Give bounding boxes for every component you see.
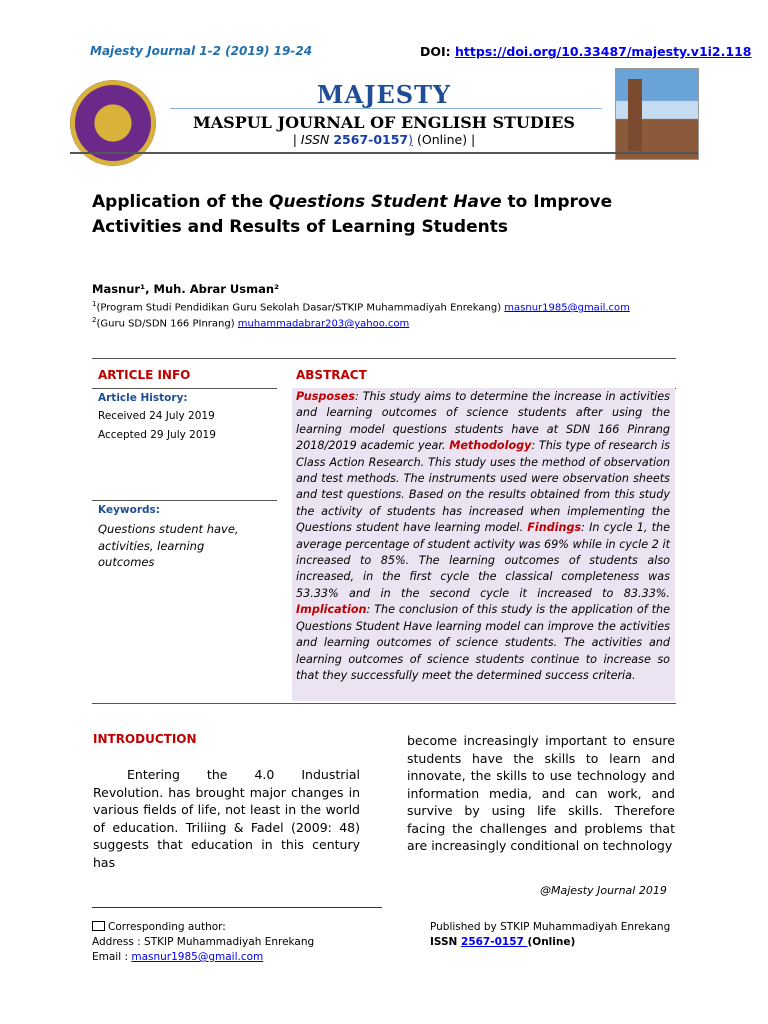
address-line xyxy=(92,936,314,948)
paper-title xyxy=(92,190,692,240)
title-italic: Questions Student Have xyxy=(269,192,502,212)
abstract-heading: ABSTRACT xyxy=(296,368,367,382)
email-link[interactable]: masnur1985@gmail.com xyxy=(131,951,264,963)
issn-label: ISSN xyxy=(300,132,334,147)
affiliation-sup: 2 xyxy=(92,316,97,324)
footnote-rule xyxy=(92,907,382,908)
accepted-date: Accepted 29 July 2019 xyxy=(98,429,216,441)
methodology-text: : This type of research is Class Action Research. This study uses the method of observation and test methods. The instruments used were observation sheets and test questions. Based on the results obtained from this study the activity of students has increased when implementing the Questions student have learning model. xyxy=(296,439,671,535)
findings-text: : In cycle 1, the average percentage of student activity was 69% while in cycle 2 it increased to 85%. The learning outcomes of students also increased, in the first cycle the classical completeness was 53.33% and in the second cycle it increased to 83.33%. xyxy=(296,521,670,600)
affiliation-sup: 1 xyxy=(92,300,97,308)
title-part-2: to Improve Activities and Results of Learning Students xyxy=(92,192,613,237)
introduction-right-column: become increasingly important to ensure students have the skills to learn and innovate, the skills to use technology and information media, and can work, and survive by using life skills. Therefore facing the challenges and problems that are increasingly conditional on technology xyxy=(407,733,675,853)
footer-issn-line xyxy=(430,936,575,948)
affiliation-text: (Guru SD/SDN 166 PInrang) xyxy=(96,318,238,330)
issn-line xyxy=(0,132,768,147)
doi-link[interactable]: https://doi.org/10.33487/majesty.v1i2.118 xyxy=(455,44,752,59)
envelope-icon xyxy=(92,921,105,931)
purposes-text: : This study aims to determine the increase in activities and learning outcomes of science students after using the learning model questions students have at SDN 166 Pinrang 2018/2019 academic year. xyxy=(296,390,670,453)
doi-label: DOI: xyxy=(420,44,456,59)
keywords-list: Questions student have, activities, learning outcomes xyxy=(98,522,239,569)
methodology-label: Methodology xyxy=(449,439,532,453)
journal-reference: Majesty Journal 1-2 (2019) 19-24 xyxy=(90,44,313,58)
email-label: Email : xyxy=(92,951,132,963)
affiliation-1 xyxy=(92,300,630,313)
published-by: Published by STKIP Muhammadiyah Enrekang xyxy=(430,921,671,933)
issn-number[interactable]: 2567-0157 xyxy=(333,132,409,147)
address-label: Address xyxy=(92,936,134,948)
doi-line xyxy=(420,44,751,59)
email-line xyxy=(92,951,263,963)
corresponding-author-line xyxy=(92,921,226,933)
introduction-left-text: Entering the 4.0 Industrial Revolution. has brought major changes in various fields of life, not least in the world of education. Triliing & Fadel (2009: 48) suggests that education in this century has xyxy=(93,767,360,870)
corresponding-label: Corresponding author: xyxy=(108,921,226,933)
implication-label: Implication xyxy=(296,603,367,617)
table-top-rule xyxy=(92,358,676,359)
affiliation-email-link[interactable]: muhammadabrar203@yahoo.com xyxy=(237,318,410,330)
authors: Masnur¹, Muh. Abrar Usman² xyxy=(92,282,280,296)
affiliation-text: (Program Studi Pendidikan Guru Sekolah Dasar/STKIP Muhammadiyah Enrekang) xyxy=(96,302,505,314)
issn-suffix: (Online) | xyxy=(413,132,476,147)
affiliation-2 xyxy=(92,316,409,329)
info-rule-1 xyxy=(92,388,277,389)
article-info-heading: ARTICLE INFO xyxy=(98,368,191,382)
introduction-heading: INTRODUCTION xyxy=(93,732,197,746)
issn-prefix: | xyxy=(292,132,301,147)
introduction-left-column xyxy=(93,766,360,871)
issn-close: ) xyxy=(408,132,414,147)
journal-name: MAJESTY xyxy=(316,80,452,109)
findings-label: Findings xyxy=(527,521,582,535)
purposes-label: Pusposes xyxy=(296,390,356,403)
abstract-body xyxy=(296,389,670,684)
implication-text: : The conclusion of this study is the application of the Questions Student Have learning model can improve the activities and learning outcomes of science students. The activities and learning outcomes of science students continue to increase so that they successfully meet the determined success criteria. xyxy=(296,603,670,682)
article-history-label: Article History: xyxy=(98,392,188,404)
received-date: Received 24 July 2019 xyxy=(98,410,215,422)
affiliation-email-link[interactable]: masnur1985@gmail.com xyxy=(504,302,630,314)
keywords-label: Keywords: xyxy=(98,504,160,516)
copyright: @Majesty Journal 2019 xyxy=(540,884,667,897)
footer-issn-suffix: (Online) xyxy=(527,936,576,948)
table-bottom-rule xyxy=(92,703,676,704)
info-rule-2 xyxy=(92,500,277,501)
address-value: : STKIP Muhammadiyah Enrekang xyxy=(133,936,315,948)
title-part-1: Application of the xyxy=(92,192,270,212)
footer-issn-link[interactable]: 2567-0157 xyxy=(461,936,528,948)
footer-issn-label: ISSN xyxy=(430,936,462,948)
journal-fullname: MASPUL JOURNAL OF ENGLISH STUDIES xyxy=(193,113,575,132)
header-rule xyxy=(70,152,698,154)
header-divider xyxy=(170,108,602,109)
